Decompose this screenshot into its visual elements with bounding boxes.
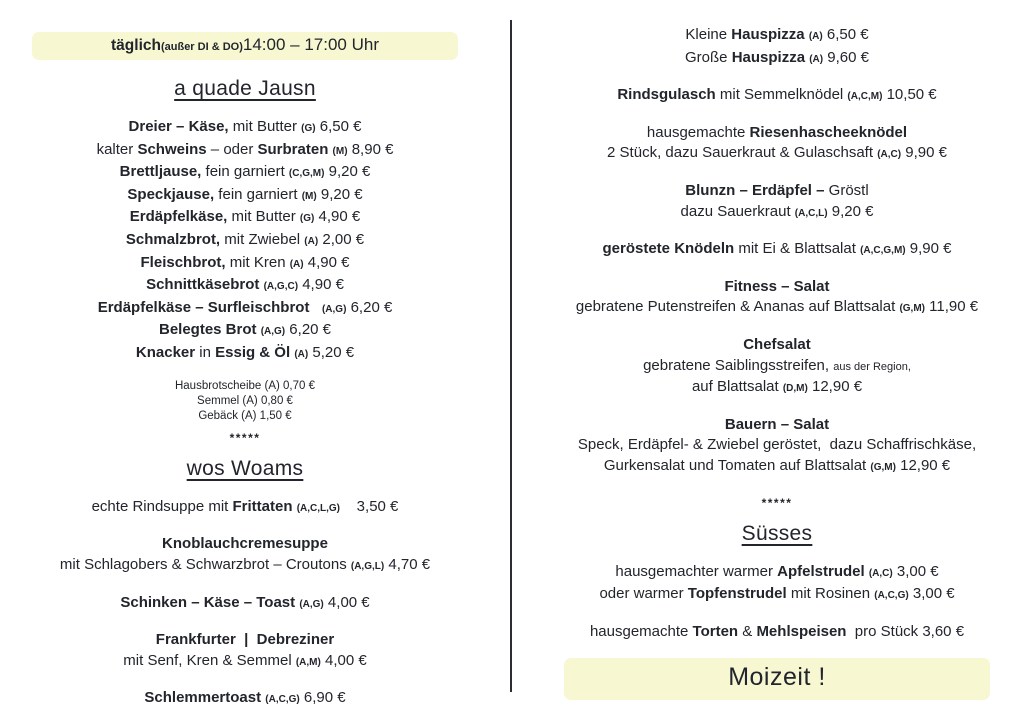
text-segment: 5,20 €	[308, 343, 355, 361]
text-segment: 12,90 €	[807, 378, 863, 396]
menu-line	[120, 593, 369, 616]
text-segment: Große	[685, 48, 732, 66]
item-bauern-salat	[578, 415, 976, 479]
text-segment: (D,M)	[782, 383, 808, 395]
text-segment: mit Butter	[228, 118, 302, 135]
text-segment: 3,50 €	[340, 497, 399, 515]
text-segment: (A,G,C)	[263, 281, 299, 293]
item-rindsuppe	[92, 497, 399, 520]
text-segment: Schweins	[137, 140, 207, 158]
text-segment: 6,20 €	[346, 298, 393, 316]
item-torten-mehlspeisen	[590, 622, 964, 643]
text-segment: mit Ei & Blattsalat	[734, 240, 861, 258]
text-segment: Frittaten	[232, 497, 293, 515]
text-segment: 6,90 €	[299, 689, 346, 707]
text-segment: mit Rosinen	[786, 585, 875, 603]
text-segment: Mehlspeisen	[756, 622, 847, 640]
text-segment: 11,90 €	[925, 298, 979, 316]
text-segment: Fitness – Salat	[724, 277, 830, 295]
text-segment: pro Stück 3,60 €	[846, 622, 965, 640]
menu-line	[97, 320, 394, 343]
menu-line	[599, 584, 954, 607]
menu-line	[643, 377, 911, 400]
text-segment: Knoblauchcremesuppe	[162, 535, 328, 553]
menu-line	[578, 435, 976, 456]
text-segment: 9,20 €	[827, 202, 874, 220]
text-segment: 9,20 €	[316, 185, 363, 203]
item-schinken-kaese-toast	[120, 593, 369, 616]
item-chefsalat	[643, 335, 911, 400]
text-segment: (A)	[289, 258, 304, 270]
item-frankfurter-debreziner	[123, 630, 366, 673]
text-segment: hausgemachter warmer	[615, 562, 778, 580]
menu-line	[175, 394, 315, 409]
menu-line	[97, 162, 394, 185]
item-riesenhascheeknoedel	[607, 123, 947, 166]
text-segment: (A,G,L)	[350, 560, 385, 572]
text-segment: 4,00 €	[320, 651, 367, 669]
text-segment: kalter	[96, 140, 138, 158]
heading-wos-woams	[187, 457, 304, 481]
text-segment: (A,C,L)	[794, 207, 828, 219]
text-segment: (A)	[241, 410, 257, 423]
text-segment: (A,C,G)	[265, 694, 300, 706]
menu-line	[681, 181, 874, 202]
text-segment: hausgemachte	[646, 123, 750, 141]
text-segment: Essig & Öl	[215, 343, 291, 361]
heading-suesses	[742, 522, 813, 546]
text-segment: 2 Stück, dazu Sauerkraut & Gulaschsaft	[607, 144, 878, 162]
text-segment: Topfenstrudel	[687, 585, 787, 603]
text-segment: Erdäpfelkäse,	[129, 208, 228, 226]
menu-line	[578, 415, 976, 436]
text-segment: mit Semmelknödel	[715, 86, 848, 104]
item-geroestete-knoedeln	[603, 239, 952, 262]
text-segment: 3,00 €	[892, 562, 939, 580]
text-segment: Schmalzbrot,	[125, 230, 221, 248]
text-segment: echte Rindsuppe mit	[91, 497, 233, 515]
text-segment: (A,G)	[321, 303, 347, 315]
text-segment: Dreier – Käse,	[128, 118, 229, 135]
text-segment: mit Schlagobers & Schwarzbrot – Croutons	[59, 555, 351, 573]
text-segment: 0,70 €	[279, 379, 315, 392]
menu-line	[175, 409, 315, 424]
text-segment: 9,90 €	[901, 144, 947, 162]
text-segment: auf Blattsalat	[691, 378, 783, 396]
menu-line	[607, 123, 947, 144]
menu-line	[578, 456, 976, 479]
menu-line	[144, 688, 345, 710]
text-segment: (A,M)	[295, 656, 321, 668]
menu-line	[576, 277, 978, 298]
text-segment: Rindsgulasch	[617, 86, 716, 104]
text-segment: 8,90 €	[347, 140, 394, 158]
heading-a-quade-jausn	[174, 77, 316, 101]
menu-line	[97, 140, 394, 163]
text-segment: 4,70 €	[384, 555, 431, 573]
menu-line	[685, 25, 869, 48]
menu-line	[97, 230, 394, 253]
menu-line	[590, 622, 964, 643]
text-segment: Gurkensalat und Tomaten auf Blattsalat	[603, 456, 871, 474]
text-segment: (A,C,L,G)	[296, 502, 341, 514]
text-segment: Erdäpfelkäse – Surfleischbrot	[97, 298, 310, 316]
text-segment: mit Zwiebel	[220, 230, 305, 248]
text-segment: Apfelstrudel	[777, 562, 865, 580]
text-segment: Frankfurter | Debreziner	[155, 631, 335, 649]
text-segment: (A,G)	[299, 598, 324, 610]
text-segment: Gebäck	[198, 410, 242, 423]
menu-line	[97, 185, 394, 208]
text-segment: 6,50 €	[315, 118, 362, 135]
text-segment: mit Senf, Kren & Semmel	[123, 651, 296, 669]
text-segment: Hauspizza	[731, 48, 806, 66]
text-segment: in	[195, 343, 216, 361]
text-segment: 6,50 €	[822, 26, 869, 43]
text-segment: Gröstl	[824, 181, 869, 199]
menu-line	[97, 343, 394, 366]
text-segment: Surbraten	[257, 140, 329, 158]
menu-line	[603, 239, 952, 262]
text-segment: Brettljause,	[119, 163, 202, 181]
text-segment: Speckjause,	[127, 185, 215, 203]
menu-line	[685, 48, 869, 71]
text-segment: Moizeit !	[728, 663, 826, 692]
text-segment: (A,C,M)	[847, 91, 883, 103]
text-segment: (A,C,G,M)	[860, 245, 906, 257]
menu-line	[681, 202, 874, 225]
text-segment: geröstete Knödeln	[602, 240, 735, 258]
text-segment: Hauspizza	[731, 26, 805, 43]
text-segment: Semmel	[197, 394, 243, 407]
item-hauspizza	[685, 25, 869, 70]
menu-line	[97, 275, 394, 298]
text-segment: (A)	[294, 348, 309, 360]
text-segment: (G,M)	[870, 461, 896, 473]
menu-line	[60, 534, 430, 555]
text-segment: Knacker	[135, 343, 196, 361]
text-segment: Torten	[692, 622, 739, 640]
text-segment: 3,00 €	[908, 585, 955, 603]
menu-line	[97, 207, 394, 230]
text-segment: Schnittkäsebrot	[146, 276, 260, 294]
text-segment: (G)	[301, 123, 316, 134]
menu-line	[92, 497, 399, 520]
text-segment: oder warmer	[599, 585, 688, 603]
menu-line	[97, 253, 394, 276]
text-segment: täglich	[111, 37, 161, 54]
menu-line	[607, 143, 947, 166]
moizeit-banner	[564, 658, 990, 700]
menu-line	[643, 356, 911, 378]
text-segment: Speck, Erdäpfel- & Zwiebel geröstet, dazu Schaffrischkäse,	[577, 436, 977, 454]
menu-line	[123, 630, 366, 651]
text-segment: (G,M)	[899, 303, 925, 315]
stars-separator: *****	[229, 430, 261, 445]
text-segment: Bauern – Salat	[724, 415, 830, 433]
text-segment: (A)	[808, 31, 823, 42]
menu-line	[60, 555, 430, 578]
text-segment: Belegtes Brot	[158, 321, 257, 339]
column-divider	[510, 20, 512, 692]
text-segment: Kleine	[685, 26, 732, 43]
text-segment: 1,50 €	[256, 410, 292, 423]
text-segment: 10,50 €	[882, 86, 937, 104]
text-segment: mit Kren	[225, 253, 290, 271]
text-segment: (A,C)	[877, 149, 902, 161]
text-segment: (A)	[264, 379, 280, 392]
menu-line	[97, 298, 394, 321]
item-knoblauchcremesuppe	[60, 534, 430, 577]
text-segment: 9,60 €	[823, 48, 869, 66]
text-segment: (A)	[809, 53, 824, 65]
text-segment: Schlemmertoast	[144, 689, 262, 707]
text-segment	[309, 299, 322, 316]
text-segment: (M)	[301, 190, 317, 202]
text-segment: (A)	[304, 235, 319, 247]
text-segment: hausgemachte	[589, 622, 693, 640]
text-segment: 4,90 €	[303, 253, 350, 271]
text-segment: 4,00 €	[323, 593, 370, 611]
text-segment: gebratene Putenstreifen & Ananas auf Blattsalat	[575, 298, 900, 316]
text-segment: Chefsalat	[743, 335, 811, 353]
text-segment: (A,G)	[260, 326, 286, 338]
text-segment: – oder	[206, 140, 258, 158]
small-breads	[175, 379, 315, 425]
text-segment: 9,20 €	[324, 163, 371, 181]
menu-line	[123, 651, 366, 674]
text-segment: Hausbrotscheibe	[174, 379, 265, 392]
heading-text: a quade Jausn	[174, 77, 316, 100]
item-schlemmertoast	[144, 688, 345, 710]
text-segment: (G)	[299, 213, 315, 225]
text-segment: Schinken – Käse – Toast	[120, 593, 296, 611]
item-fitness-salat	[576, 277, 978, 320]
text-segment: 2,00 €	[318, 230, 365, 248]
heading-text: Süsses	[741, 521, 813, 545]
menu-line	[576, 297, 978, 320]
text-segment: Riesenhascheeknödel	[749, 123, 908, 141]
jausn-list	[97, 117, 394, 366]
text-segment: 14:00 – 17:00 Uhr	[242, 35, 379, 54]
item-strudel	[599, 562, 954, 607]
text-segment: 12,90 €	[895, 456, 951, 474]
text-segment: Fleischbrot,	[140, 253, 226, 271]
item-blunzn-groestl	[681, 181, 874, 224]
text-segment: (außer DI & DO)	[160, 41, 243, 53]
menu-line	[599, 562, 954, 585]
text-segment: (A,C)	[868, 567, 893, 579]
text-segment: 9,90 €	[905, 240, 952, 258]
text-segment: (A)	[242, 394, 258, 407]
text-segment: fein garniert	[214, 185, 302, 203]
menu-line	[175, 379, 315, 394]
text-segment: fein garniert	[201, 163, 289, 181]
text-segment: dazu Sauerkraut	[680, 202, 795, 220]
text-segment: &	[738, 622, 757, 640]
text-segment: Blunzn – Erdäpfel –	[685, 181, 825, 199]
text-segment: (M)	[332, 145, 348, 157]
menu-line	[643, 335, 911, 356]
text-segment: 0,80 €	[257, 394, 293, 407]
text-segment: (C,G,M)	[288, 168, 325, 180]
text-segment: 4,90 €	[314, 208, 361, 226]
hours-banner	[32, 32, 458, 60]
menu-line	[617, 85, 936, 108]
menu-right-column	[546, 0, 1008, 700]
text-segment: 6,20 €	[285, 321, 332, 339]
stars-separator: *****	[761, 495, 793, 510]
menu-line	[97, 117, 394, 140]
text-segment: 4,90 €	[298, 276, 344, 294]
text-segment: aus der Region,	[833, 360, 911, 373]
item-rindsgulasch	[617, 85, 936, 108]
text-segment: (A,C,G)	[874, 590, 909, 602]
heading-text: wos Woams	[186, 456, 304, 480]
menu-left-column	[15, 0, 475, 710]
text-segment: mit Butter	[227, 208, 300, 226]
text-segment: gebratene Saiblingsstreifen,	[643, 356, 834, 374]
